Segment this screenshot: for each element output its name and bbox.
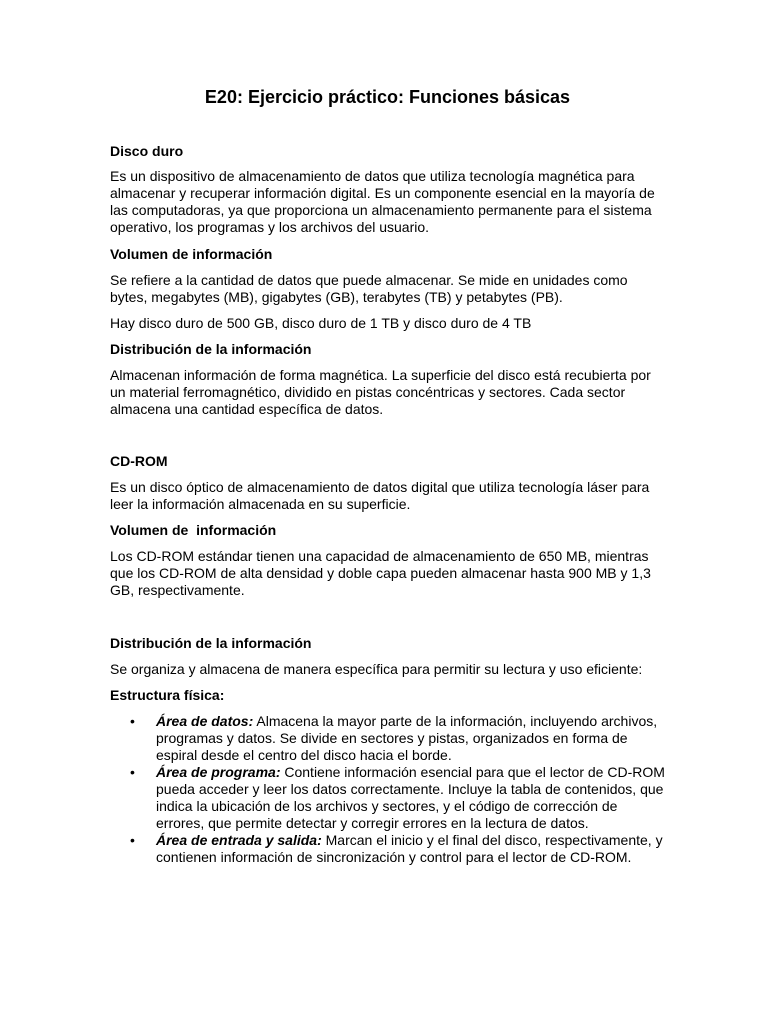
section-heading-disco-duro: Disco duro xyxy=(110,143,184,159)
disco-duro-volume-examples: Hay disco duro de 500 GB, disco duro de 1 TB y disco duro de 4 TB xyxy=(110,315,532,331)
disco-duro-distribution-heading: Distribución de la información xyxy=(110,341,312,357)
bullet-icon: • xyxy=(130,764,135,780)
bullet-icon: • xyxy=(130,832,135,848)
disco-duro-distribution-text: Almacenan información de forma magnética. La superficie del disco está recubierta por un material ferromagnético, dividido en pistas concéntricas y sectores. Cada sector almacena una cantidad específica de datos. xyxy=(110,367,651,417)
disco-duro-volume-text: Se refiere a la cantidad de datos que puede almacenar. Se mide en unidades como bytes, megabytes (MB), gigabytes (GB), terabytes (TB) y petabytes (PB). xyxy=(110,272,628,305)
document-title: E20: Ejercicio práctico: Funciones básicas xyxy=(204,87,571,107)
list-item-text: Contiene información esencial para que el lector de CD-ROM pueda acceder y leer los datos correctamente. Incluye la tabla de contenidos, que indica la ubicación de los archivos y sectores, y el código de corrección de errores, que permite detectar y corregir errores en la lectura de datos. xyxy=(156,764,665,831)
structure-list xyxy=(110,713,665,866)
cdrom-distribution-heading: Distribución de la información xyxy=(110,635,312,651)
cdrom-intro: Es un disco óptico de almacenamiento de datos digital que utiliza tecnología láser para leer la información almacenada en su superficie. xyxy=(110,479,650,512)
list-item-label: Área de programa: xyxy=(156,764,281,780)
list-item-label: Área de entrada y salida: xyxy=(156,832,322,848)
disco-duro-intro: Es un dispositivo de almacenamiento de datos que utiliza tecnología magnética para almacenar y recuperar información digital. Es un componente esencial en la mayoría de las computadoras, ya que proporciona un almacenamiento permanente para el sistema operativo, los programas y los archivos del usuario. xyxy=(110,168,655,235)
cdrom-distribution-text: Se organiza y almacena de manera específica para permitir su lectura y uso eficiente: xyxy=(110,661,643,677)
cdrom-volume-heading: Volumen de información xyxy=(110,522,277,538)
cdrom-volume-text: Los CD-ROM estándar tienen una capacidad de almacenamiento de 650 MB, mientras que los CD-ROM de alta densidad y doble capa pueden almacenar hasta 900 MB y 1,3 GB, respectivamente. xyxy=(110,548,651,598)
disco-duro-volume-heading: Volumen de información xyxy=(110,246,273,262)
list-item-text: Almacena la mayor parte de la información, incluyendo archivos, programas y datos. Se divide en sectores y pistas, organizados en forma de espiral desde el centro del disco hacia el borde. xyxy=(156,713,658,763)
section-heading-cdrom: CD-ROM xyxy=(110,453,168,469)
list-item-text: Marcan el inicio y el final del disco, respectivamente, y contienen información de sincronización y control para el lector de CD-ROM. xyxy=(156,832,663,865)
bullet-icon: • xyxy=(130,713,135,729)
list-item xyxy=(110,713,665,764)
list-item-label: Área de datos: xyxy=(156,713,254,729)
list-item xyxy=(110,764,665,832)
list-item xyxy=(110,832,665,866)
cdrom-structure-heading: Estructura física: xyxy=(110,687,225,703)
